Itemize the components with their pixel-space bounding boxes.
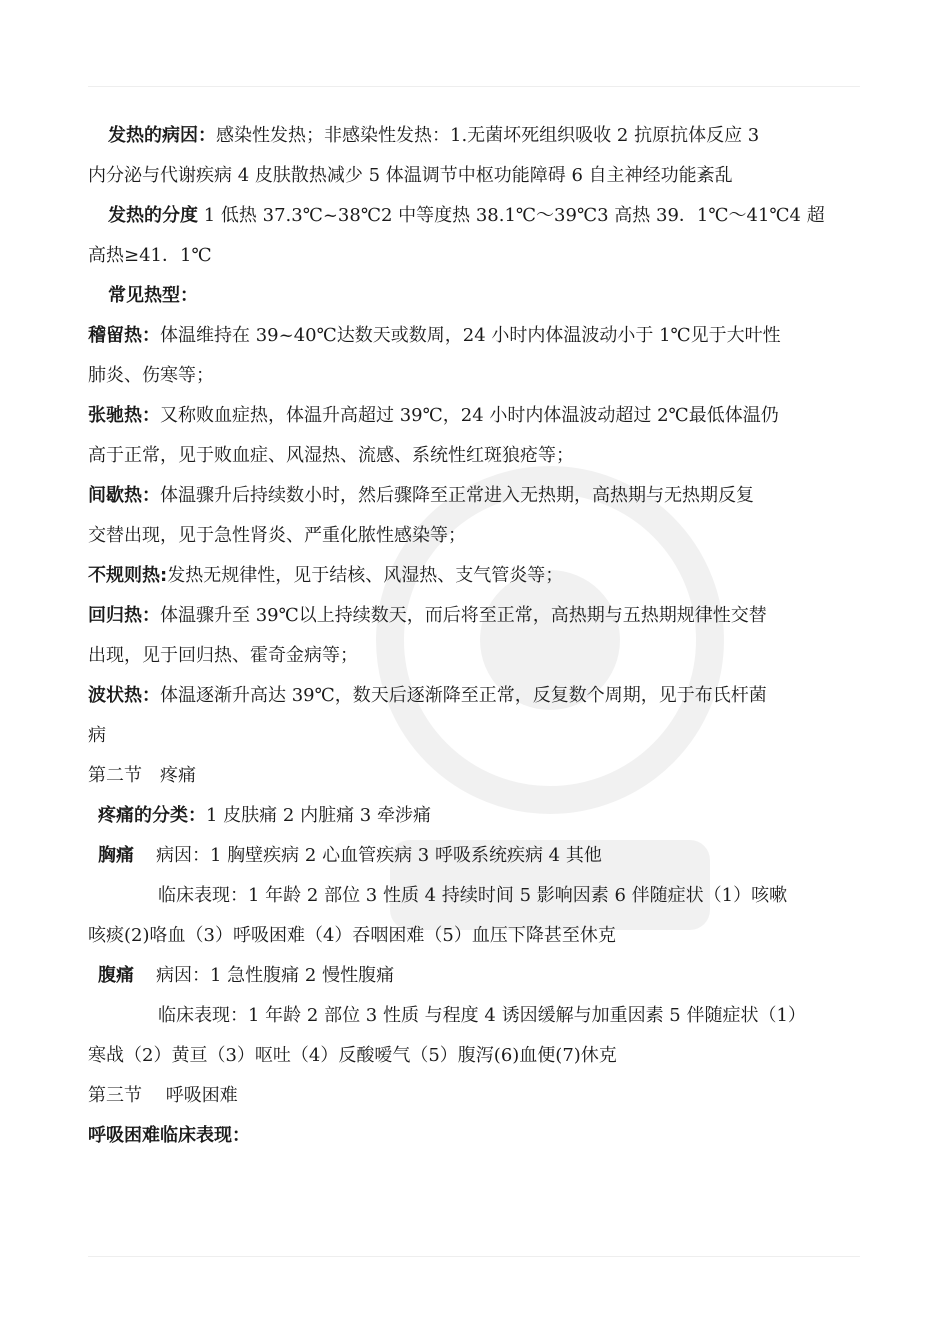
fever-grade-line-1	[88, 196, 874, 236]
fever-cause-label: 发热的病因：	[108, 125, 216, 146]
fever-type-line	[88, 596, 874, 636]
fever-type-label: 波状热：	[88, 685, 160, 706]
fever-type-line	[88, 316, 874, 356]
fever-type-label: 张驰热：	[88, 405, 160, 426]
fever-type-label: 回归热：	[88, 605, 160, 626]
fever-type-continuation: 肺炎、伤寒等；	[88, 365, 214, 386]
abdominal-pain-clinical-line-2: 寒战（2）黄亘（3）呕吐（4）反酸嗳气（5）腹泻(6)血便(7)休克	[88, 1045, 617, 1066]
fever-type-line	[88, 396, 874, 436]
fever-cause-text: 感染性发热；非感染性发热：1.无菌坏死组织吸收 2 抗原抗体反应 3	[216, 125, 760, 146]
fever-type-continuation: 出现，见于回归热、霍奇金病等；	[88, 645, 358, 666]
chest-pain-clinical-line-2: 咳痰(2)咯血（3）呼吸困难（4）吞咽困难（5）血压下降甚至休克	[88, 925, 616, 946]
pain-classification-label: 疼痛的分类：	[98, 805, 206, 826]
fever-type-continuation: 高于正常，见于败血症、风湿热、流感、系统性红斑狼疮等；	[88, 445, 574, 466]
fever-type-text: 又称败血症热，体温升高超过 39℃，24 小时内体温波动超过 2℃最低体温仍	[160, 405, 779, 426]
footer-divider	[88, 1256, 860, 1257]
pain-classification-text: 1 皮肤痛 2 内脏痛 3 牵涉痛	[206, 805, 431, 826]
fever-type-text: 体温骤升后持续数小时，然后骤降至正常进入无热期，高热期与无热期反复	[160, 485, 754, 506]
document-body	[88, 116, 874, 1156]
fever-grade-line-2: 高热≥41．1℃	[88, 245, 212, 266]
fever-type-line	[88, 476, 874, 516]
chest-pain-label: 胸痛	[98, 845, 134, 866]
abdominal-pain-cause	[88, 956, 874, 996]
section-title-dyspnea: 第三节 呼吸困难	[88, 1085, 238, 1106]
header-divider	[88, 86, 860, 87]
fever-grade-label: 发热的分度	[108, 205, 198, 226]
fever-type-line	[88, 556, 874, 596]
fever-type-text: 体温骤升至 39℃以上持续数天，而后将至正常，高热期与五热期规律性交替	[160, 605, 767, 626]
fever-type-text: 体温维持在 39~40℃达数天或数周，24 小时内体温波动小于 1℃见于大叶性	[160, 325, 781, 346]
abdominal-pain-label: 腹痛	[98, 965, 134, 986]
fever-type-continuation: 病	[88, 725, 106, 746]
fever-cause-line-1	[88, 116, 874, 156]
fever-grade-text: 1 低热 37.3℃~38℃2 中等度热 38.1℃～39℃3 高热 39．1℃～41℃4 超	[198, 205, 825, 226]
fever-type-text: 体温逐渐升高达 39℃，数天后逐渐降至正常，反复数个周期，见于布氏杆菌	[160, 685, 767, 706]
fever-type-label: 间歇热：	[88, 485, 160, 506]
chest-pain-cause-text: 病因：1 胸壁疾病 2 心血管疾病 3 呼吸系统疾病 4 其他	[156, 845, 602, 866]
fever-type-continuation: 交替出现，见于急性肾炎、严重化脓性感染等；	[88, 525, 466, 546]
fever-type-line	[88, 676, 874, 716]
chest-pain-cause	[88, 836, 874, 876]
fever-cause-line-2: 内分泌与代谢疾病 4 皮肤散热减少 5 体温调节中枢功能障碍 6 自主神经功能紊乱	[88, 165, 733, 186]
fever-type-text: 发热无规律性，见于结核、风湿热、支气管炎等；	[167, 565, 564, 586]
abdominal-pain-cause-text: 病因：1 急性腹痛 2 慢性腹痛	[156, 965, 395, 986]
dyspnea-clinical-label: 呼吸困难临床表现：	[88, 1125, 250, 1146]
fever-type-label: 不规则热:	[88, 565, 168, 586]
abdominal-pain-clinical-line-1: 临床表现：1 年龄 2 部位 3 性质 与程度 4 诱因缓解与加重因素 5 伴随症状（1）	[158, 1005, 806, 1026]
fever-types-heading: 常见热型：	[108, 285, 198, 306]
pain-classification	[88, 796, 874, 836]
fever-type-label: 稽留热：	[88, 325, 160, 346]
section-title-pain: 第二节 疼痛	[88, 765, 196, 786]
chest-pain-clinical-line-1: 临床表现：1 年龄 2 部位 3 性质 4 持续时间 5 影响因素 6 伴随症状（1）咳嗽	[158, 885, 788, 906]
